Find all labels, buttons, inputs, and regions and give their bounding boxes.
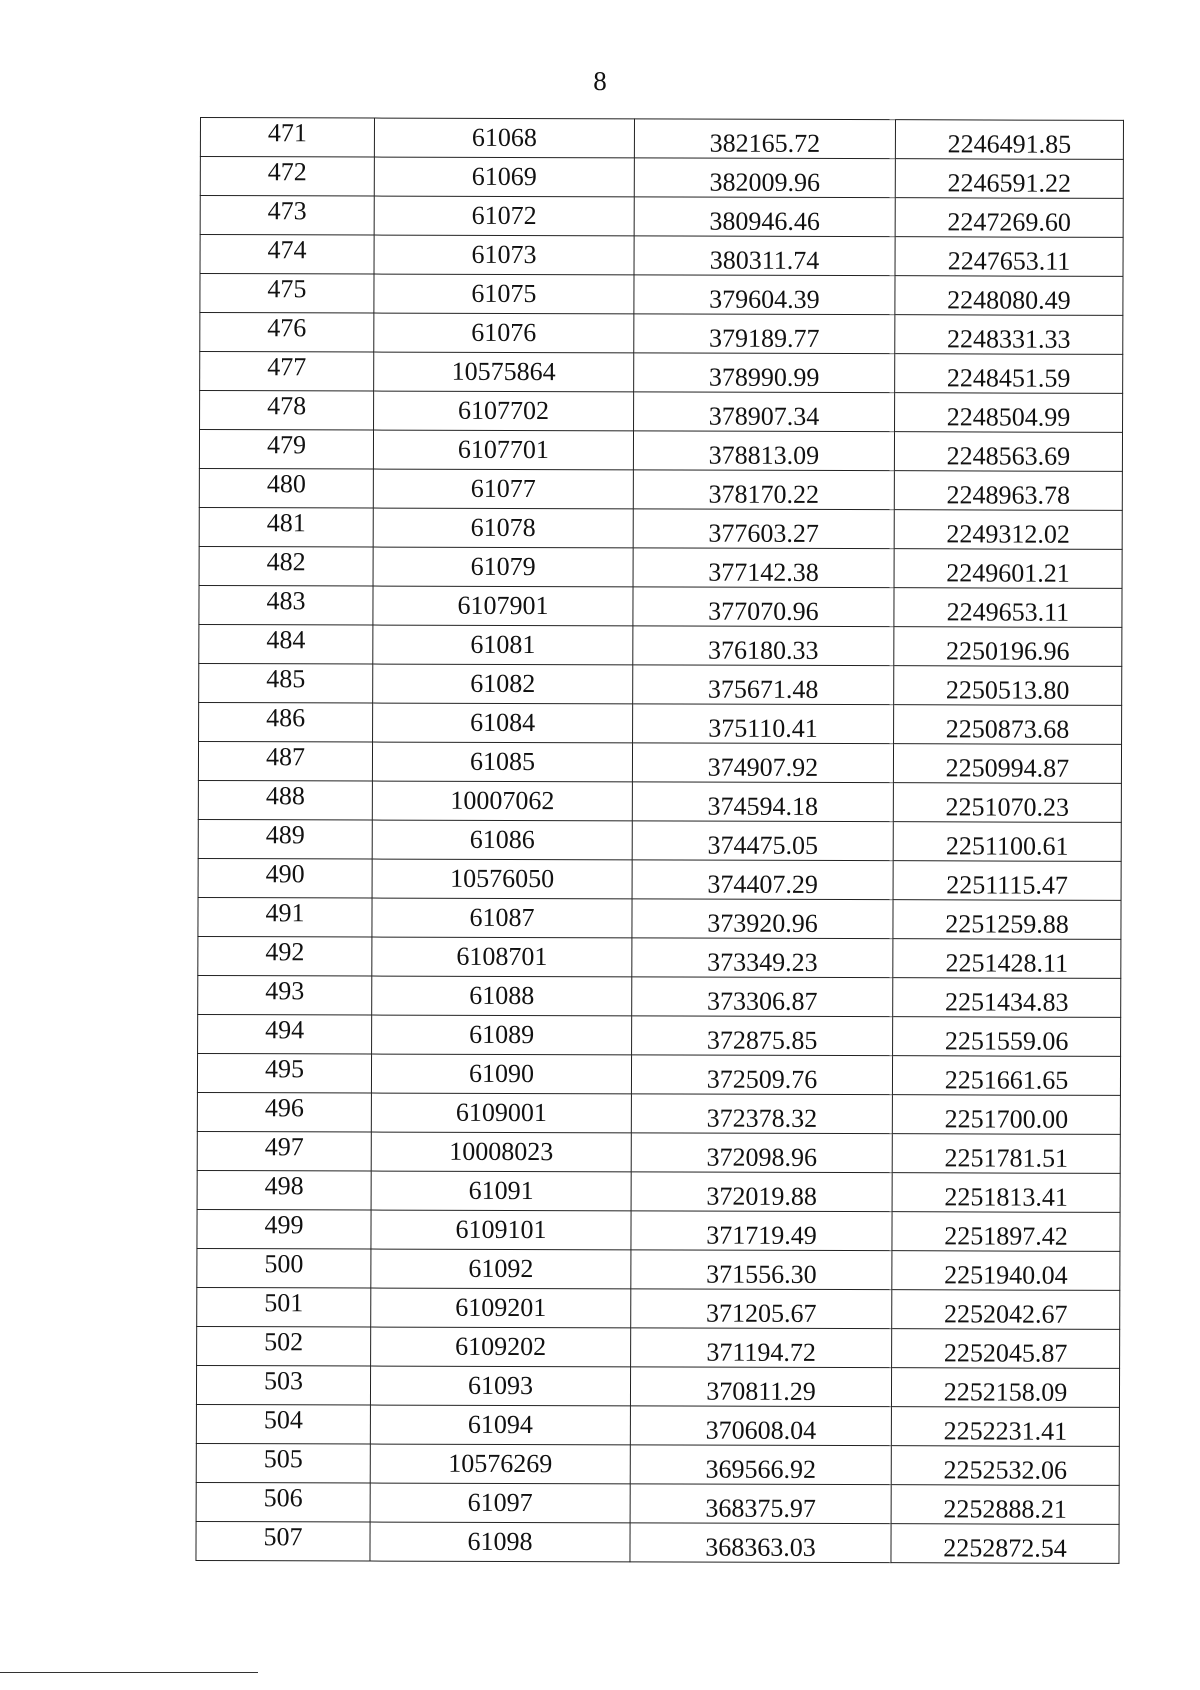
point-id-cell: 6109202 [371, 1327, 631, 1367]
table-row [197, 1209, 1120, 1251]
coordinates-table [195, 117, 1124, 1564]
row-index-cell: 477 [200, 352, 374, 392]
row-index-cell: 501 [197, 1287, 371, 1327]
coordinate-y-cell: 378813.09 [633, 431, 894, 471]
table-row [196, 1404, 1119, 1446]
point-id-cell: 61098 [370, 1522, 630, 1562]
table-row [198, 897, 1121, 939]
point-id-cell: 61090 [371, 1054, 631, 1094]
coordinate-x-cell: 2248504.99 [895, 393, 1123, 433]
footnote-divider [0, 1672, 258, 1673]
coordinate-y-cell: 370811.29 [630, 1367, 891, 1407]
row-index-cell: 498 [197, 1170, 371, 1210]
row-index-cell: 473 [200, 196, 374, 236]
coordinate-y-cell: 377142.38 [633, 548, 894, 588]
table-row [196, 1365, 1119, 1407]
row-index-cell: 481 [199, 507, 373, 547]
table-row [200, 157, 1123, 199]
table-body [196, 118, 1124, 1564]
table-row [197, 1287, 1120, 1329]
row-index-cell: 495 [197, 1053, 371, 1093]
coordinate-y-cell: 374475.05 [632, 821, 893, 861]
coordinate-y-cell: 382009.96 [634, 158, 895, 198]
coordinate-y-cell: 373920.96 [632, 899, 893, 939]
coordinate-x-cell: 2246491.85 [895, 120, 1123, 160]
coordinate-y-cell: 373306.87 [632, 977, 893, 1017]
point-id-cell: 6108701 [372, 937, 632, 977]
point-id-cell: 61084 [373, 703, 633, 743]
coordinate-y-cell: 372098.96 [631, 1133, 892, 1173]
point-id-cell: 10007062 [372, 781, 632, 821]
row-index-cell: 483 [199, 585, 373, 625]
coordinate-y-cell: 374907.92 [632, 743, 893, 783]
coordinate-x-cell: 2250873.68 [894, 705, 1122, 745]
coordinate-x-cell: 2251428.11 [893, 939, 1121, 979]
coordinate-y-cell: 375110.41 [633, 704, 894, 744]
row-index-cell: 499 [197, 1209, 371, 1249]
table-row [199, 430, 1122, 472]
row-index-cell: 475 [200, 274, 374, 314]
row-index-cell: 478 [200, 391, 374, 431]
coordinate-y-cell: 375671.48 [633, 665, 894, 705]
table-row [197, 1092, 1120, 1134]
table-row [196, 1521, 1119, 1563]
table-row [200, 352, 1123, 394]
point-id-cell: 61068 [374, 118, 634, 158]
row-index-cell: 472 [200, 157, 374, 197]
row-index-cell: 507 [196, 1521, 370, 1561]
coordinate-y-cell: 378990.99 [634, 353, 895, 393]
coordinate-y-cell: 379604.39 [634, 275, 895, 315]
row-index-cell: 479 [199, 430, 373, 470]
table-row [197, 1326, 1120, 1368]
row-index-cell: 504 [196, 1404, 370, 1444]
coordinate-x-cell: 2252042.67 [892, 1290, 1120, 1330]
row-index-cell: 506 [196, 1482, 370, 1522]
point-id-cell: 6109001 [371, 1093, 631, 1133]
coordinate-x-cell: 2252532.06 [891, 1446, 1119, 1486]
row-index-cell: 485 [199, 663, 373, 703]
coordinate-y-cell: 373349.23 [632, 938, 893, 978]
point-id-cell: 6109201 [371, 1288, 631, 1328]
table-row [199, 663, 1122, 705]
point-id-cell: 61085 [372, 742, 632, 782]
row-index-cell: 486 [199, 702, 373, 742]
coordinate-x-cell: 2249653.11 [894, 588, 1122, 628]
coordinate-x-cell: 2248080.49 [895, 276, 1123, 316]
coordinate-x-cell: 2251559.06 [893, 1017, 1121, 1057]
row-index-cell: 500 [197, 1248, 371, 1288]
table-row [200, 118, 1123, 160]
coordinate-y-cell: 378170.22 [633, 470, 894, 510]
point-id-cell: 6107701 [373, 430, 633, 470]
point-id-cell: 10576050 [372, 859, 632, 899]
row-index-cell: 489 [198, 819, 372, 859]
coordinate-x-cell: 2251940.04 [892, 1251, 1120, 1291]
point-id-cell: 10575864 [374, 352, 634, 392]
point-id-cell: 61097 [370, 1483, 630, 1523]
coordinate-x-cell: 2248451.59 [895, 354, 1123, 394]
table-row [200, 235, 1123, 277]
coordinate-x-cell: 2252231.41 [891, 1407, 1119, 1447]
coordinate-y-cell: 374594.18 [632, 782, 893, 822]
row-index-cell: 488 [198, 780, 372, 820]
table-row [199, 507, 1122, 549]
coordinate-x-cell: 2251434.83 [893, 978, 1121, 1018]
coordinate-x-cell: 2247653.11 [895, 237, 1123, 277]
coordinate-x-cell: 2247269.60 [895, 198, 1123, 238]
table-row [199, 468, 1122, 510]
coordinate-x-cell: 2246591.22 [895, 159, 1123, 199]
coordinate-x-cell: 2251700.00 [892, 1095, 1120, 1135]
coordinate-y-cell: 380311.74 [634, 236, 895, 276]
row-index-cell: 496 [197, 1092, 371, 1132]
table-row [197, 1131, 1120, 1173]
point-id-cell: 61088 [372, 976, 632, 1016]
coordinate-x-cell: 2248963.78 [894, 471, 1122, 511]
row-index-cell: 487 [198, 741, 372, 781]
table-row [199, 546, 1122, 588]
coordinate-y-cell: 379189.77 [634, 314, 895, 354]
coordinate-y-cell: 372019.88 [631, 1172, 892, 1212]
coordinate-y-cell: 369566.92 [630, 1445, 891, 1485]
point-id-cell: 61069 [374, 157, 634, 197]
coordinate-y-cell: 371719.49 [631, 1211, 892, 1251]
row-index-cell: 492 [198, 936, 372, 976]
coordinate-y-cell: 374407.29 [632, 860, 893, 900]
table-row [196, 1482, 1119, 1524]
point-id-cell: 61091 [371, 1171, 631, 1211]
coordinate-x-cell: 2248331.33 [895, 315, 1123, 355]
coordinate-x-cell: 2248563.69 [894, 432, 1122, 472]
coordinate-x-cell: 2251813.41 [892, 1173, 1120, 1213]
table-row [197, 1248, 1120, 1290]
point-id-cell: 61078 [373, 508, 633, 548]
table-row [196, 1443, 1119, 1485]
point-id-cell: 6109101 [371, 1210, 631, 1250]
row-index-cell: 476 [200, 313, 374, 353]
point-id-cell: 61072 [374, 196, 634, 236]
table-row [198, 975, 1121, 1017]
row-index-cell: 502 [197, 1326, 371, 1366]
coordinate-x-cell: 2250196.96 [894, 627, 1122, 667]
coordinate-x-cell: 2252872.54 [891, 1524, 1119, 1564]
point-id-cell: 10576269 [370, 1444, 630, 1484]
coordinate-x-cell: 2251070.23 [893, 783, 1121, 823]
point-id-cell: 61082 [373, 664, 633, 704]
table-row [200, 274, 1123, 316]
coordinate-y-cell: 380946.46 [634, 197, 895, 237]
table-row [198, 780, 1121, 822]
coordinate-y-cell: 372875.85 [632, 1016, 893, 1056]
row-index-cell: 494 [198, 1014, 372, 1054]
coordinate-x-cell: 2250994.87 [893, 744, 1121, 784]
coordinate-x-cell: 2250513.80 [894, 666, 1122, 706]
point-id-cell: 61079 [373, 547, 633, 587]
row-index-cell: 484 [199, 624, 373, 664]
coordinate-y-cell: 368375.97 [630, 1484, 891, 1524]
table-row [200, 196, 1123, 238]
row-index-cell: 482 [199, 546, 373, 586]
point-id-cell: 61075 [374, 274, 634, 314]
table-row [200, 391, 1123, 433]
coordinate-x-cell: 2251781.51 [892, 1134, 1120, 1174]
row-index-cell: 493 [198, 975, 372, 1015]
coordinate-y-cell: 376180.33 [633, 626, 894, 666]
page-number: 8 [593, 66, 607, 96]
table-row [198, 858, 1121, 900]
coordinate-y-cell: 372509.76 [631, 1055, 892, 1095]
coordinate-y-cell: 372378.32 [631, 1094, 892, 1134]
point-id-cell: 61086 [372, 820, 632, 860]
coordinate-y-cell: 370608.04 [630, 1406, 891, 1446]
point-id-cell: 6107702 [374, 391, 634, 431]
coordinate-x-cell: 2252158.09 [891, 1368, 1119, 1408]
point-id-cell: 61087 [372, 898, 632, 938]
row-index-cell: 503 [196, 1365, 370, 1405]
coordinate-x-cell: 2249312.02 [894, 510, 1122, 550]
coordinate-y-cell: 382165.72 [634, 119, 895, 159]
row-index-cell: 490 [198, 858, 372, 898]
point-id-cell: 10008023 [371, 1132, 631, 1172]
point-id-cell: 61089 [372, 1015, 632, 1055]
table-row [198, 1014, 1121, 1056]
coordinate-y-cell: 371194.72 [631, 1328, 892, 1368]
row-index-cell: 505 [196, 1443, 370, 1483]
coordinate-x-cell: 2251115.47 [893, 861, 1121, 901]
point-id-cell: 61081 [373, 625, 633, 665]
coordinate-y-cell: 378907.34 [634, 392, 895, 432]
coordinate-x-cell: 2251661.65 [892, 1056, 1120, 1096]
table-row [199, 702, 1122, 744]
coordinate-y-cell: 377603.27 [633, 509, 894, 549]
table-row [197, 1170, 1120, 1212]
coordinate-y-cell: 368363.03 [630, 1523, 891, 1563]
point-id-cell: 6107901 [373, 586, 633, 626]
table-row [198, 936, 1121, 978]
row-index-cell: 480 [199, 468, 373, 508]
row-index-cell: 497 [197, 1131, 371, 1171]
row-index-cell: 471 [200, 118, 374, 158]
coordinate-y-cell: 377070.96 [633, 587, 894, 627]
table-row [199, 585, 1122, 627]
table-row [198, 819, 1121, 861]
coordinate-x-cell: 2251100.61 [893, 822, 1121, 862]
point-id-cell: 61076 [374, 313, 634, 353]
row-index-cell: 491 [198, 897, 372, 937]
coordinate-y-cell: 371556.30 [631, 1250, 892, 1290]
coordinate-x-cell: 2251897.42 [892, 1212, 1120, 1252]
coordinate-x-cell: 2251259.88 [893, 900, 1121, 940]
point-id-cell: 61073 [374, 235, 634, 275]
coordinate-x-cell: 2252888.21 [891, 1485, 1119, 1525]
point-id-cell: 61094 [370, 1405, 630, 1445]
point-id-cell: 61092 [371, 1249, 631, 1289]
coordinate-x-cell: 2252045.87 [892, 1329, 1120, 1369]
coordinate-y-cell: 371205.67 [631, 1289, 892, 1329]
point-id-cell: 61093 [370, 1366, 630, 1406]
table-row [199, 624, 1122, 666]
table-row [197, 1053, 1120, 1095]
coordinate-x-cell: 2249601.21 [894, 549, 1122, 589]
table-row [200, 313, 1123, 355]
point-id-cell: 61077 [373, 469, 633, 509]
row-index-cell: 474 [200, 235, 374, 275]
table-row [198, 741, 1121, 783]
